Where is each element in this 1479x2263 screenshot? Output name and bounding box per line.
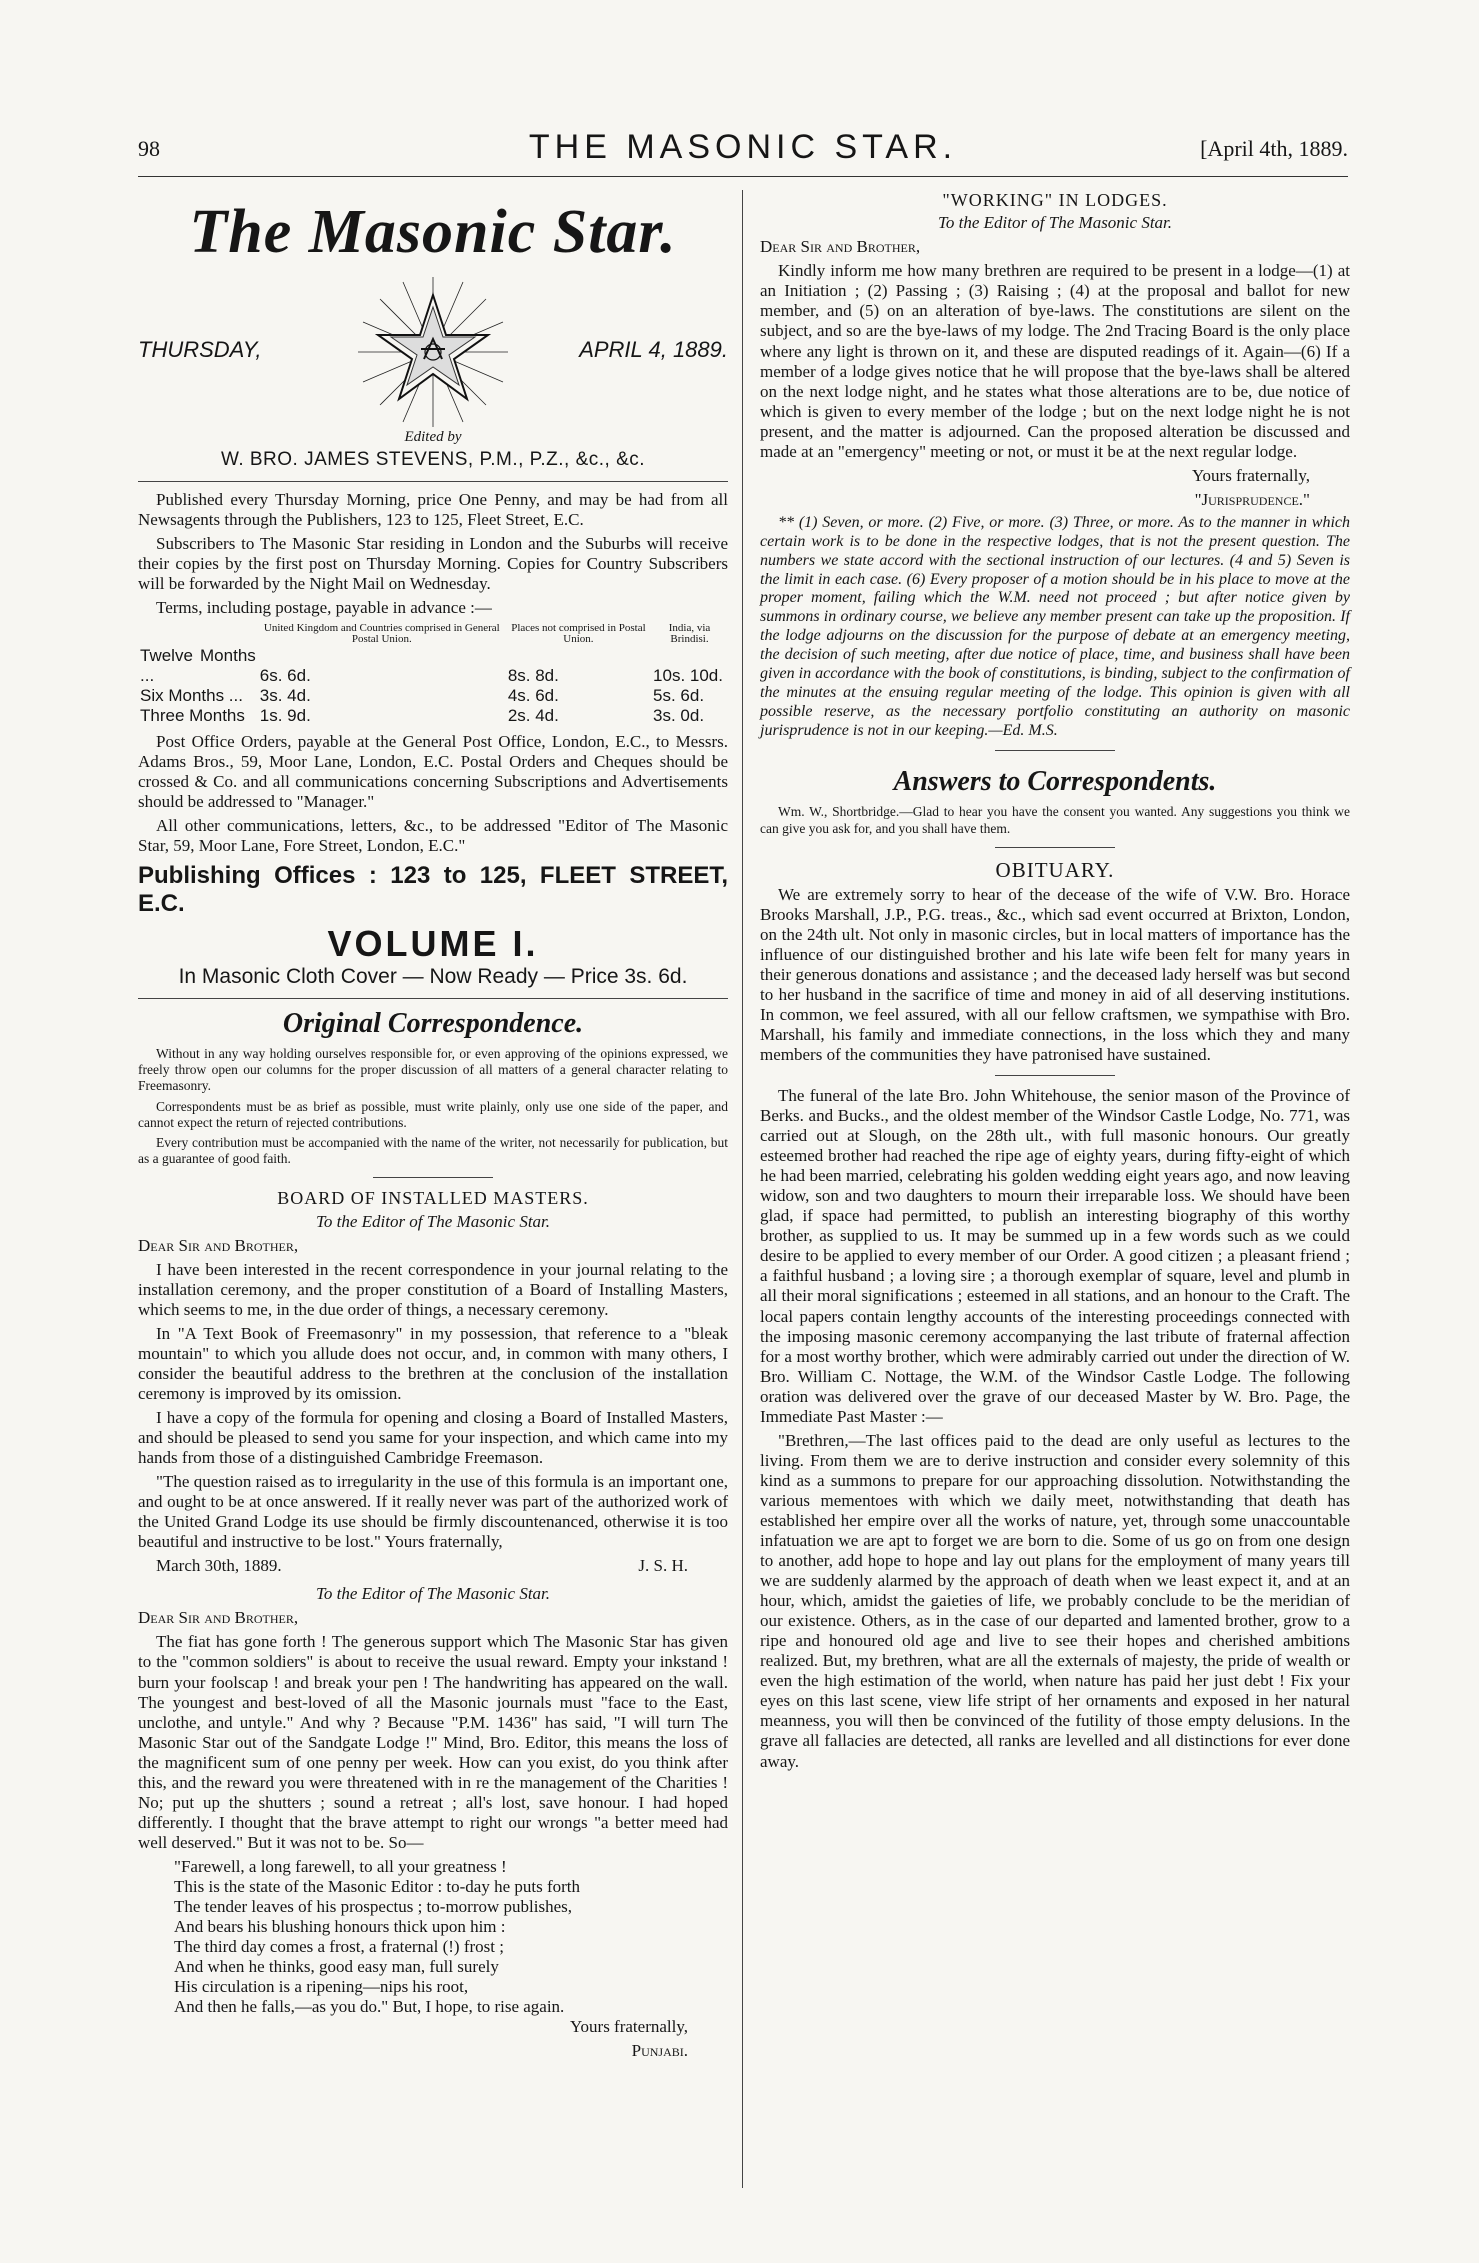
column-separator (742, 190, 743, 2188)
running-title: THE MASONIC STAR. (528, 128, 958, 166)
running-date: [April 4th, 1889. (1200, 136, 1348, 161)
obituary-p3: "Brethren,—The last offices paid to the dead are only useful as lectures to the living. From them we are to derive instruction and consider every solemnity of this kind as a summons to prepare for our approaching dissolution. Notwithstanding the various mementoes with which we daily meet, notwithstanding that death has established her empire over all the works of nature, yet, through some unaccountable infatuation we are apt to forget we are born to die. Some of us go on from one design to another, add hope to hope and lay out plans for the employment of many years till we are suddenly alarmed by the approach of death when we least expect it, and at an hour, which, amidst the gaieties of life, we probably conclude to be the meridian of our existence. Others, as in the case of our departed and lamented brother, grow to a ripe and honoured old age and live to see their hopes and cherished ambitions realized. But, my brethren, what are all the externals of majesty, the pride of wealth or even the high estimation of the world, when nature has paid her just debt ! Fix your eyes on this last scene, view life stript of her ornaments and exposed in her natural meanness, you will then be convinced of the futility of those empty delusions. In the grave all fallacies are detected, all ranks are levelled and all distinctions for ever done away. (760, 1430, 1350, 1771)
verse-line: And then he falls,—as you do." But, I hope, to rise again. (174, 1997, 565, 2017)
notice-paragraph-1: Published every Thursday Morning, price One Penny, and may be had from all Newsagents through the Publishers, 123 to 125, Fleet Street, E.C. (138, 490, 728, 530)
rate-period: Three Months (140, 705, 245, 725)
disclaimer-3: Every contribution must be accompanied with the name of the writer, not necessarily for publication, but as a guarantee of good faith. (138, 1134, 728, 1167)
divider (373, 1177, 493, 1178)
rate-uk: 1s. 9d. (259, 705, 311, 725)
rate-india: 10s. 10d. (653, 665, 723, 685)
verse-line: This is the state of the Masonic Editor : to-day he puts forth (174, 1876, 581, 1896)
editor-name: W. BRO. JAMES STEVENS, P.M., P.Z., &c., &c. (220, 448, 646, 470)
editor-reply: ** (1) Seven, or more. (2) Five, or more. (3) Three, or more. As to the manner in which certain work is to be done in the respective lodges, that is not the present question. The numbers we state accord with the sectional instruction of our lectures. (4 and 5) Seven is the limit in each case. (6) Every proposer of a motion should be in his place to move at the proper moment, failing which the W.M. need not proceed ; but after notice given by summons in ordinary course, we believe any member present can take up the proposition. If the lodge adjourns on the discussion for the purpose of debate at an emergency meeting, the decision of such meeting, after due notice of place, time, and business shall have been given in accordance with the book of constitutions, is binding, subject to the confirmation of the minutes at the ensuing regular meeting of the lodge. This opinion is given with all possible reserve, as the necessary portfolio constituting an authority on masonic jurisprudence is not in our keeping.—Ed. M.S. (760, 513, 1350, 739)
notice-paragraph-4: All other communications, letters, &c., to be addressed "Editor of The Masonic Star, 59, Moor Lane, Fore Street, London, E.C." (138, 816, 728, 856)
answers-text: Wm. W., Shortbridge.—Glad to hear you have the consent you wanted. Any suggestions you think we can give you ask for, and you shall have them. (760, 804, 1350, 836)
working-letter-salutation: Dear Sir and Brother, (760, 237, 921, 257)
obituary-p2: The funeral of the late Bro. John Whitehouse, the senior mason of the Province of Berks. and Bucks., and the oldest member of the Windsor Castle Lodge, No. 771, was carried out at Slough, on the 28th ult., with full masonic honours. Our greatly esteemed brother had reached the ripe age of eighty years, during fifty-eight of which he had been married, celebrating his golden wedding eight years ago, and now leaving widow, son and two daughters to mourn their irreparable loss. We should have been glad, if space had permitted, to publish an interesting biography of this worthy brother, as supplied to us. It may be summed up in a few words such as we could desire to be applied to every member of our Order. A good citizen ; a pleasant friend ; a faithful husband ; a loving sire ; a thorough exemplar of square, level and plumb in all their moral significations ; esteemed in all stations, and an honour to the Craft. The local papers contain lengthy accounts of the interesting proceedings connected with the imposing masonic ceremony accompanying the last tribute of fraternal affection for a most worthy brother, which were admirably carried out under the direction of W. Bro. William C. Nottage, the W.M. of the Windsor Castle Lodge. The following oration was delivered over the grave of our deceased Master by W. Bro. Page, the Immediate Past Master :— (760, 1085, 1350, 1426)
volume-title: VOLUME I. (327, 922, 539, 964)
table-row (138, 706, 728, 726)
masthead-row (138, 277, 728, 427)
working-letter-signature: "Jurisprudence." (1194, 489, 1310, 509)
board-letter-p4: "The question raised as to irregularity in the use of this formula is an important one, and ought to be at once answered. If it really never was part of the authorized work of the United Grand Lodge its use should be firmly discountenanced, otherwise it is too beautiful and instructive to be lost." Yours fraternally, (138, 1472, 728, 1552)
right-column (760, 190, 1350, 1776)
edited-by: Edited by (404, 429, 462, 446)
disclaimer-2: Correspondents must be as brief as possible, must write plainly, only use one side of the paper, and cannot expect the return of rejected contributions. (138, 1098, 728, 1130)
board-letter-p1: I have been interested in the recent correspondence in your journal relating to the installation ceremony, and the proper constitution of a Board of Installing Masters, which seems to me, in the due order of things, a necessary ceremony. (138, 1259, 728, 1319)
header-rule (138, 176, 1348, 177)
working-letter-closing: Yours fraternally, (1191, 465, 1310, 485)
volume-subtitle: In Masonic Cloth Cover — Now Ready — Price 3s. 6d. (178, 965, 688, 989)
masthead-title: The Masonic Star. (189, 198, 677, 266)
rate-india: 5s. 6d. (653, 685, 705, 705)
rates-col-india: India, via Brindisi. (668, 621, 711, 646)
verse-line: And bears his blushing honours thick upon him : (174, 1917, 506, 1937)
verse-line: And when he thinks, good easy man, full surely (174, 1957, 499, 1977)
left-column (138, 190, 728, 2065)
publishing-offices: Publishing Offices : 123 to 125, FLEET STREET, E.C. (138, 862, 728, 918)
table-row (138, 646, 728, 686)
punjabi-verse (174, 1857, 728, 2017)
rate-non-union: 8s. 8d. (507, 665, 559, 685)
rate-uk: 3s. 4d. (259, 685, 311, 705)
disclaimer-1: Without in any way holding ourselves responsible for, or even approving of the opinions expressed, we freely throw open our columns for the proper discussion of all matters of a general character relating to Freemasonry. (138, 1045, 728, 1094)
rate-uk: 6s. 6d. (259, 665, 311, 685)
rates-header-row (138, 623, 728, 646)
divider (995, 847, 1115, 848)
rate-period: Twelve Months ... (140, 645, 256, 685)
board-letter-date: March 30th, 1889. (156, 1556, 282, 1576)
punjabi-letter-to: To the Editor of The Masonic Star. (315, 1584, 551, 1604)
notice-paragraph-2: Subscribers to The Masonic Star residing in London and the Suburbs will receive their copies by the first post on Thursday Morning. Copies for Country Subscribers will be forwarded by the Night Mail on Wednesday. (138, 534, 728, 594)
verse-line: The tender leaves of his prospectus ; to-morrow publishes, (174, 1897, 572, 1917)
punjabi-letter-closing: Yours fraternally, (569, 2017, 688, 2037)
divider (995, 1075, 1115, 1076)
working-letter-p1: Kindly inform me how many brethren are required to be present in a lodge—(1) at an Initiation ; (2) Passing ; (3) Raising ; (4) at the proposal and ballot for new member, and (5) on an alteration of bye-laws. The constitutions are silent on the subject, and so are the bye-laws of my lodge. The 2nd Tracing Board is the only place where any light is thrown on it, and these are disputed readings of it. Again—(6) If a member of a lodge gives notice that he will propose that the bye-laws shall be altered on the next lodge night, and he states what those alterations are to be, due notice of which is given to every member of the lodge ; but on the next lodge night he is not present, and the matter is adjourned. Can the proposed alteration be discussed and made at an "emergency" meeting or not, or must it be at the next regular lodge. (760, 261, 1350, 461)
terms-intro: Terms, including postage, payable in advance :— (156, 598, 492, 618)
board-letter-p3: I have a copy of the formula for opening and closing a Board of Installed Masters, and should be pleased to send you same for your inspection, and which came into my hands from those of a distinguished Cambridge Freemason. (138, 1407, 728, 1468)
answers-heading: Answers to Correspondents. (893, 766, 1217, 798)
masonic-star-emblem-icon (358, 277, 508, 427)
verse-line: The third day comes a frost, a fraternal (!) frost ; (174, 1937, 504, 1957)
punjabi-letter-signature: Punjabi. (631, 2041, 688, 2061)
punjabi-letter-salutation: Dear Sir and Brother, (138, 1608, 299, 1628)
table-row (138, 686, 728, 706)
rate-period: Six Months ... (140, 685, 243, 705)
verse-line: "Farewell, a long farewell, to all your greatness ! (174, 1856, 507, 1876)
rate-india: 3s. 0d. (653, 705, 705, 725)
board-letter-signoff (138, 1556, 728, 1576)
running-header (138, 128, 1348, 168)
rate-non-union: 2s. 4d. (507, 705, 559, 725)
board-letter-salutation: Dear Sir and Brother, (138, 1235, 299, 1255)
divider (995, 750, 1115, 751)
rate-non-union: 4s. 6d. (507, 685, 559, 705)
masthead-day: THURSDAY, (138, 337, 262, 363)
masthead-rule (138, 481, 728, 482)
obituary-heading: OBITUARY. (995, 857, 1115, 882)
subscription-rates-table (138, 623, 728, 726)
notice-paragraph-3: Post Office Orders, payable at the General Post Office, London, E.C., to Messrs. Adams Bros., 59, Moor Lane, London, E.C. Postal Orders and Cheques should be crossed & Co. and all communications concerning Subscriptions and Advertisements should be addressed to "Manager." (138, 731, 728, 811)
original-correspondence-heading: Original Correspondence. (282, 1007, 584, 1039)
rates-col-uk: United Kingdom and Countries comprised in General Postal Union. (263, 621, 500, 646)
board-letter-signature: J. S. H. (638, 1556, 688, 1576)
masthead-date: APRIL 4, 1889. (579, 337, 728, 363)
punjabi-letter-p1: The fiat has gone forth ! The generous support which The Masonic Star has given to the "common soldiers" is about to receive the usual reward. Empty your inkstand ! burn your foolscap ! and break your pen ! The handwriting has appeared on the wall. The youngest and best-loved of all the Masonic journals must "face to the East, unclothe, and untyle." And why ? Because "P.M. 1436" has said, "I will turn The Masonic Star out of the Sandgate Lodge !" Mind, Bro. Editor, this means the loss of the magnificent sum of one penny per week. How can you exist, do you think after this, and the reward you were threatened with in re the management of the Charities ! No; put up the shutters ; sound a retreat ; all's lost, save honour. I had hoped differently. I thought that the brave attempt to right our wrongs "a better meed had well deserved." But it was not to be. So— (138, 1632, 728, 1852)
rates-col-non-union: Places not comprised in Postal Union. (511, 621, 646, 646)
verse-line: His circulation is a ripening—nips his root, (174, 1977, 469, 1997)
obituary-p1: We are extremely sorry to hear of the decease of the wife of V.W. Bro. Horace Brooks Marshall, J.P., P.G. treas., &c., which sad event occurred at Brixton, London, on the 24th ult. Not only in masonic circles, but in local matters of importance has the influence of our distinguished brother and his late wife been felt for many years in their generous donations and assistance ; and the deceased lady herself was but second to her husband in the sacrifice of time and money in aid of all deserving institutions. In common, we feel assured, with all our fellow craftsmen, we sympathise with Bro. Marshall, his family and immediate connections, in the loss which they and many members of the communities they have patronised have sustained. (760, 884, 1350, 1064)
working-letter-to: To the Editor of The Masonic Star. (937, 213, 1173, 233)
working-letter-title: "WORKING" IN LODGES. (942, 190, 1168, 210)
page-number: 98 (138, 136, 160, 161)
board-letter-title: BOARD OF INSTALLED MASTERS. (277, 1188, 589, 1209)
section-rule (138, 998, 728, 999)
board-letter-p2: In "A Text Book of Freemasonry" in my possession, that reference to a "bleak mountain" to which you allude does not occur, and, in common with many others, I consider the beautiful address to the brethren at the conclusion of the installation ceremony is improved by its omission. (138, 1323, 728, 1403)
board-letter-to: To the Editor of The Masonic Star. (315, 1211, 551, 1231)
